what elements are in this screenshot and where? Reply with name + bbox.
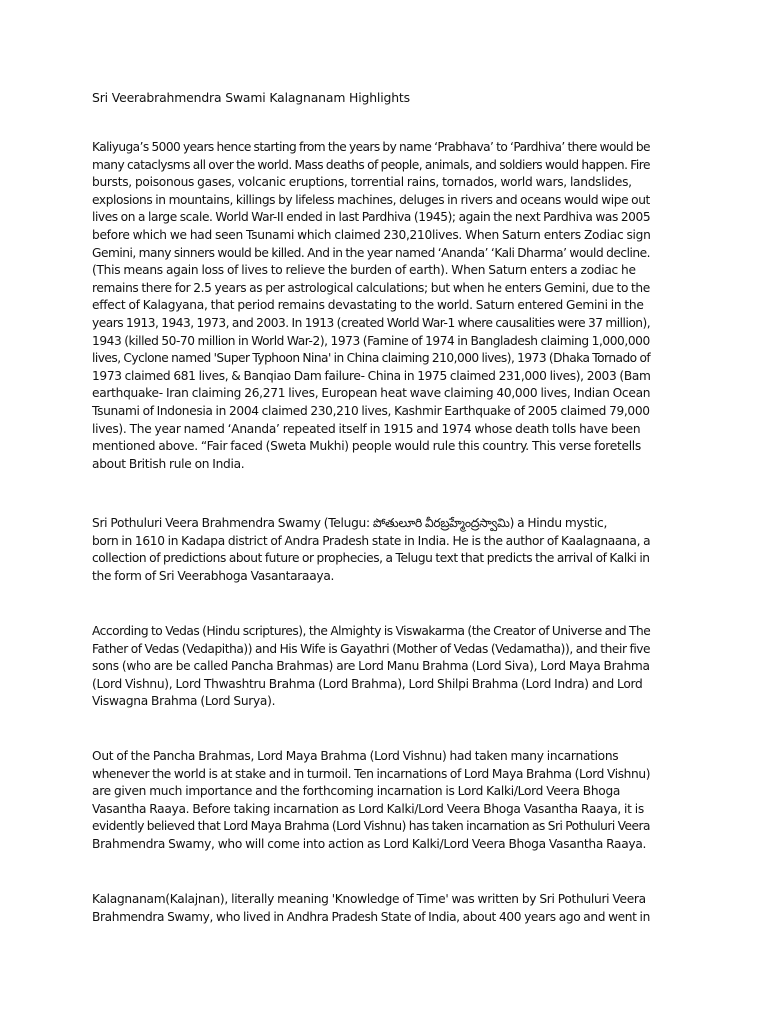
text-line: Gemini, many sinners would be killed. And in the year named ‘Ananda’ ‘Kali Dharma’ would decline. <box>92 245 651 260</box>
text-line: before which we had seen Tsunami which claimed 230,210lives. When Saturn enters Zodiac sign <box>92 227 651 242</box>
text-line: 1943 (killed 50-70 million in World War-2), 1973 (Famine of 1974 in Bangladesh claiming 1,000,000 <box>92 333 650 348</box>
text-line: sons (who are be called Pancha Brahmas) are Lord Manu Brahma (Lord Siva), Lord Maya Brahma <box>92 659 650 674</box>
text-line: Sri Pothuluri Veera Brahmendra Swamy (Telugu: పోతులూరి వీరబ్రహ్మేంద్రస్వామి) a Hindu mystic, <box>92 516 608 530</box>
text-line: Father of Vedas (Vedapitha)) and His Wife is Gayathri (Mother of Vedas (Vedamatha)), and their five <box>92 641 651 656</box>
text-line: remains there for 2.5 years as per astrological calculations; but when he enters Gemini, due to the <box>92 280 650 295</box>
text-line: lives, Cyclone named 'Super Typhoon Nina' in China claiming 210,000 lives), 1973 (Dhaka Tornado of <box>92 351 651 366</box>
text-line: years 1913, 1943, 1973, and 2003. In 1913 (created World War-1 where causalities were 37 million), <box>92 315 651 330</box>
paragraph-kalagnanam-origin <box>92 891 652 926</box>
text-line: the form of Sri Veerabhoga Vasantaraaya. <box>92 568 335 583</box>
text-line: Vasantha Raaya. Before taking incarnation as Lord Kalki/Lord Veera Bhoga Vasantha Raaya, it is <box>92 801 644 816</box>
text-line: are given much importance and the forthcoming incarnation is Lord Kalki/Lord Veera Bhoga <box>92 784 621 799</box>
text-line: effect of Kalagyana, that period remains devastating to the world. Saturn entered Gemini in the <box>92 298 644 313</box>
text-line: explosions in mountains, killings by lifeless machines, deluges in rivers and oceans would wipe out <box>92 192 650 207</box>
text-line: (This means again loss of lives to relieve the burden of earth). When Saturn enters a zodiac he <box>92 263 636 278</box>
text-line: whenever the world is at stake and in turmoil. Ten incarnations of Lord Maya Brahma (Lord Vishnu) <box>92 766 651 781</box>
paragraph-kaliyuga-cataclysms <box>92 139 652 473</box>
text-line: Out of the Pancha Brahmas, Lord Maya Brahma (Lord Vishnu) had taken many incarnations <box>92 749 619 763</box>
text-line: bursts, poisonous gases, volcanic eruptions, torrential rains, tornados, world wars, landslides, <box>92 175 632 190</box>
text-line: earthquake- Iran claiming 26,271 lives, European heat wave claiming 40,000 lives, Indian Ocean <box>92 386 651 401</box>
text-line: many cataclysms all over the world. Mass deaths of people, animals, and soldiers would happen. Fire <box>92 157 650 172</box>
text-line: lives). The year named ‘Ananda’ repeated itself in 1915 and 1974 whose death tolls have been <box>92 421 641 436</box>
paragraph-vedas-pancha-brahmas <box>92 623 652 711</box>
text-line: 1973 claimed 681 lives, & Banqiao Dam failure- China in 1975 claimed 231,000 lives), 2003 (Bam <box>92 368 651 383</box>
text-line: mentioned above. “Fair faced (Sweta Mukhi) people would rule this country. This verse foretells <box>92 439 641 454</box>
text-line: Kalagnanam(Kalajnan), literally meaning 'Knowledge of Time' was written by Sri Pothuluri Veera <box>92 892 646 906</box>
text-line: evidently believed that Lord Maya Brahma (Lord Vishnu) has taken incarnation as Sri Pothuluri Veera <box>92 819 651 834</box>
text-line: born in 1610 in Kadapa district of Andra Pradesh state in India. He is the author of Kaalagnaana, a <box>92 533 651 548</box>
paragraph-incarnations <box>92 748 652 854</box>
text-line: about British rule on India. <box>92 456 245 471</box>
text-line: Tsunami of Indonesia in 2004 claimed 230,210 lives, Kashmir Earthquake of 2005 claimed 79,000 <box>92 403 650 418</box>
text-line: lives on a large scale. World War-II ended in last Pardhiva (1945); again the next Pardhiva was 2005 <box>92 210 651 225</box>
text-line: According to Vedas (Hindu scriptures), the Almighty is Viswakarma (the Creator of Universe and The <box>92 624 651 638</box>
paragraph-pothuluri-biography <box>92 515 652 585</box>
text-line: Brahmendra Swamy, who lived in Andhra Pradesh State of India, about 400 years ago and went in <box>92 909 650 924</box>
text-line: (Lord Vishnu), Lord Thwashtru Brahma (Lord Brahma), Lord Shilpi Brahma (Lord Indra) and Lord <box>92 676 643 691</box>
text-line: Viswagna Brahma (Lord Surya). <box>92 694 276 709</box>
text-line: collection of predictions about future or prophecies, a Telugu text that predicts the arrival of Kalki in <box>92 551 650 566</box>
document-title: Sri Veerabrahmendra Swami Kalagnanam Highlights <box>92 90 410 105</box>
text-line: Brahmendra Swamy, who will come into action as Lord Kalki/Lord Veera Bhoga Vasantha Raaya. <box>92 836 647 851</box>
text-line: Kaliyuga’s 5000 years hence starting from the years by name ‘Prabhava’ to ‘Pardhiva’ there would be <box>92 140 650 154</box>
